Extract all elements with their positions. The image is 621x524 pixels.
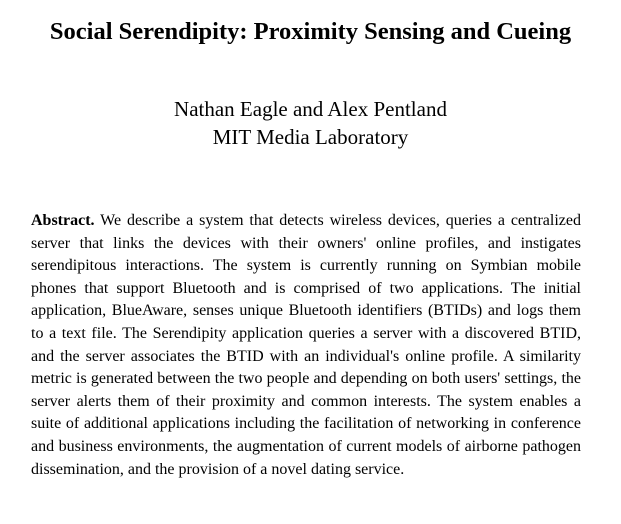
author-affiliation: MIT Media Laboratory [212, 125, 409, 149]
author-block [0, 95, 621, 151]
author-names: Nathan Eagle and Alex Pentland [174, 97, 447, 121]
abstract-paragraph [31, 210, 581, 481]
abstract-label: Abstract. [31, 212, 95, 229]
paper-title: Social Serendipity: Proximity Sensing and Cueing [49, 18, 572, 45]
abstract-text: We describe a system that detects wireless devices, queries a centralized server that links the devices with their owners' online profiles, and instigates serendipitous interactions. The system is currently running on Symbian mobile phones that support Bluetooth and is comprised of two applications. The initial application, BlueAware, senses unique Bluetooth identifiers (BTIDs) and logs them to a text file. The Serendipity application queries a server with a discovered BTID, and the server associates the BTID with an individual's online profile. A similarity metric is generated between the two people and depending on both users' settings, the server alerts them of their proximity and common interests. The system enables a suite of additional applications including the facilitation of networking in conference and business environments, the augmentation of current models of airborne pathogen dissemination, and the provision of a novel dating service. [31, 212, 581, 478]
